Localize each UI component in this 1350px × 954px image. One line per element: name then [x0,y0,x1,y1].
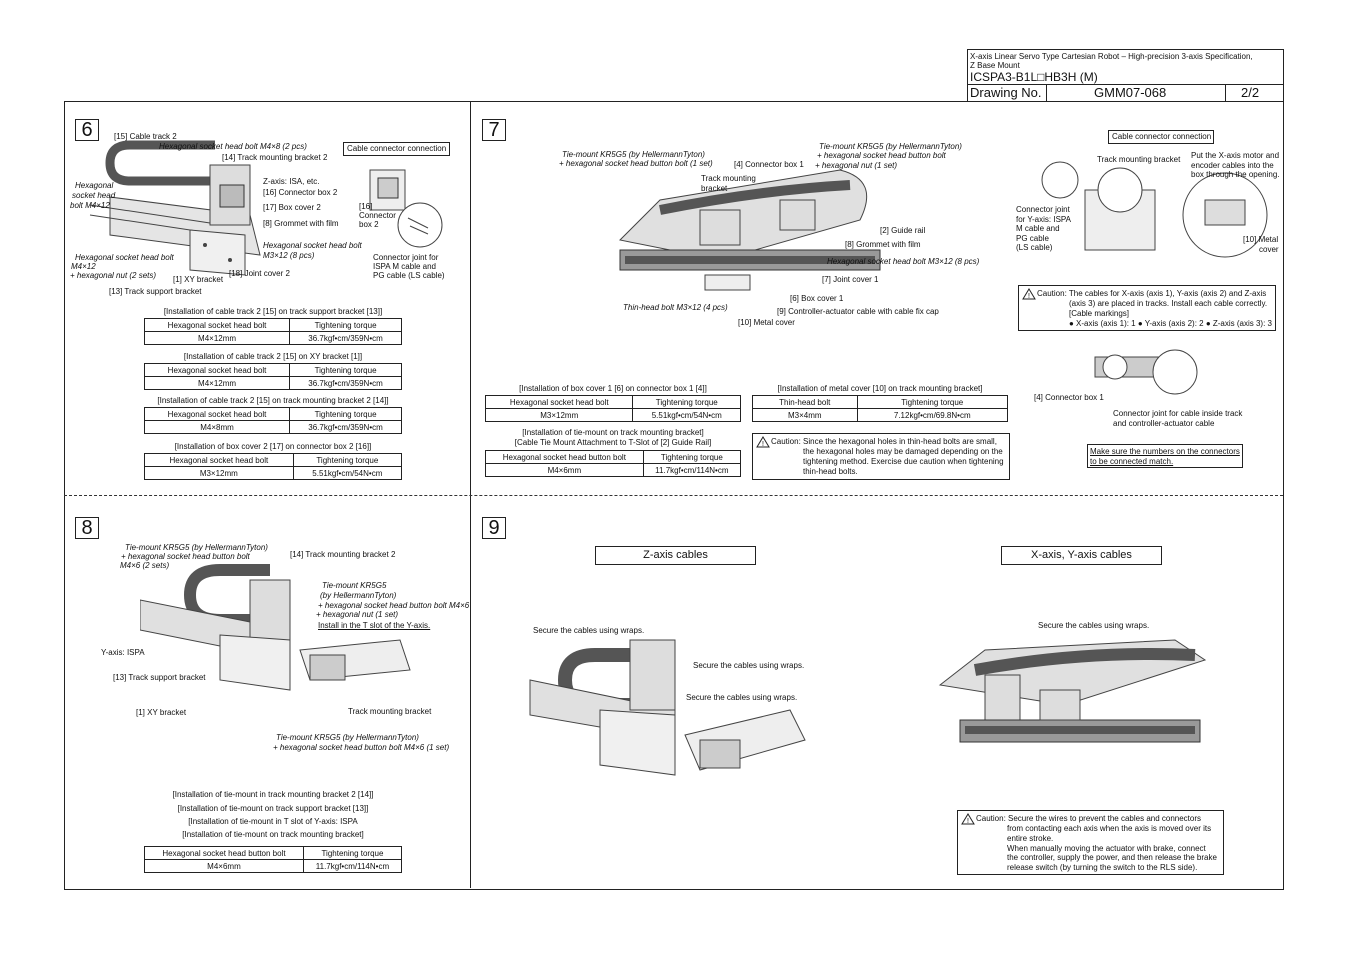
p7-label-thin-bolt: Thin-head bolt M3×12 (4 pcs) [623,303,728,312]
cell: M4×6mm [145,860,304,873]
page-number: 2/2 [1241,85,1260,100]
p7-caution2-d: thin-head bolts. [803,467,858,476]
cell: M3×4mm [753,409,858,422]
p7-caution-d: ● X-axis (axis 1): 1 ● Y-axis (axis 2): 2 ● Z-axis (axis 3): 3 [1069,319,1272,328]
p8-label-tslot: Install in the T slot of the Y-axis. [318,621,431,630]
drawing-number: GMM07-068 [1094,85,1167,100]
p6-label-bolt-m4x8: Hexagonal socket head bolt M4×8 (2 pcs) [159,142,307,151]
warning-icon [961,813,975,825]
p8-label-tie3-a: Tie-mount KR5G5 (by HellermannTyton) [276,733,419,742]
p7-cable-connector-title-text: Cable connector connection [1112,132,1212,141]
p7-label-guide-rail: [2] Guide rail [880,226,926,235]
svg-text:!: ! [967,818,969,825]
p7-caution2-c: tightening method. Exercise due caution when tightening [803,457,1004,466]
p7-label-put-b: encoder cables into the [1191,161,1274,170]
p7-caution2-a: Caution: Since the hexagonal holes in thin-head bolts are small, [771,437,997,446]
p7-label-tie-left-a: Tie-mount KR5G5 (by HellermannTyton) [562,150,705,159]
p7-label-tie-left-b: + hexagonal socket head button bolt (1 set) [559,159,713,168]
p6-table2-caption: [Installation of cable track 2 [15] on XY bracket [1]] [183,352,363,361]
p6-label-xy-bracket: [1] XY bracket [173,275,224,284]
p9-secure-3: Secure the cables using wraps. [686,693,798,702]
warning-icon [756,436,770,448]
p9-caution-c: entire stroke. [1007,834,1054,843]
cell: Tightening torque [290,364,402,377]
p9-secure-2: Secure the cables using wraps. [693,661,805,670]
p6-label-hexbolt-m3: Hexagonal socket head bolt [263,241,362,250]
p8-label-tie2-d: + hexagonal nut (1 set) [316,610,399,619]
p6-label-hex-b: socket head [72,191,116,200]
p6-table1 [144,318,402,345]
p8-label-tie2-b: (by HellermannTyton) [320,591,397,600]
p7-caution-b: (axis 3) are placed in tracks. Install each cable correctly. [1069,299,1268,308]
p6-label-16c: box 2 [359,220,379,229]
cell: M4×8mm [145,421,290,434]
cell: Hexagonal socket head bolt [145,454,294,467]
p9-caution-e: the controller, supply the power, and then release the brake [1007,853,1217,862]
p7-table3-caption-a: [Installation of tie-mount on track mounting bracket] [522,428,704,437]
p6-label-joint-c: PG cable (LS cable) [373,271,445,280]
cell: Hexagonal socket head bolt [145,408,290,421]
p6-label-16a: [16] [359,202,373,211]
p9-caution-f: release switch (by turning the switch to the RLS side). [1007,863,1198,872]
p7-label-metal-a: [10] Metal [1243,235,1279,244]
p8-label-tie-b: + hexagonal socket head button bolt [121,552,250,561]
p7-note-box [1087,444,1243,468]
cell: Tightening torque [290,408,402,421]
p6-label-zaxis: Z-axis: ISA, etc. [263,177,320,186]
step-number-9: 9 [482,517,506,539]
p9-caution-b: from contacting each axis when the axis is moved over its [1007,824,1212,833]
p8-label-tie-a: Tie-mount KR5G5 (by HellermannTyton) [125,543,268,552]
p7-caution2-b: the hexagonal holes may be damaged depending on the [803,447,1003,456]
p7-label-cj2-a: Connector joint for cable inside track [1113,409,1243,418]
cell: Hexagonal socket head button bolt [145,847,304,860]
xy-axis-cables-title: X-axis, Y-axis cables [1001,546,1162,565]
p9-secure-1: Secure the cables using wraps. [533,626,645,635]
p6-label-hexnut: + hexagonal nut (2 sets) [70,271,157,280]
p7-label-tie-right-a: Tie-mount KR5G5 (by HellermannTyton) [819,142,962,151]
cell: 5.51kgf•cm/54N•cm [633,409,741,422]
horizontal-divider [64,495,1283,496]
svg-text:!: ! [762,441,764,448]
p7-connector-joint-drawing [1090,342,1200,402]
p7-label-cj2-b: and controller-actuator cable [1113,419,1215,428]
cell: 36.7kgf•cm/359N•cm [290,421,402,434]
cell: M4×6mm [486,464,644,477]
p7-note-a: Make sure the numbers on the connectors [1090,447,1240,456]
drawing-no-label: Drawing No. [970,85,1042,100]
p6-label-joint-b: ISPA M cable and [373,262,436,271]
p9-caution-a: Caution: Secure the wires to prevent the cables and connectors [976,814,1202,823]
title-block [967,49,1284,102]
p8-caption-2: [Installation of tie-mount on track support bracket [13]] [177,804,369,813]
p7-label-tie-right-c: + hexagonal nut (1 set) [815,161,898,170]
p7-table2 [752,395,1008,422]
step-number-6: 6 [75,119,99,141]
p7-label-metal-cover: [10] Metal cover [738,318,795,327]
cell: Hexagonal socket head button bolt [486,451,644,464]
xy-axis-cables-drawing [935,630,1225,770]
p7-label-box-cover: [6] Box cover 1 [790,294,844,303]
p7-caution-a: Caution: The cables for X-axis (axis 1), Y-axis (axis 2) and Z-axis [1037,289,1267,298]
step-number-7: 7 [482,119,506,141]
p7-label-put-c: box through the opening. [1191,170,1280,179]
p7-label-put-a: Put the X-axis motor and [1191,151,1280,160]
p7-label-tmb: Track mounting bracket [1097,155,1181,164]
p7-label-tie-right-b: + hexagonal socket head button bolt [817,151,946,160]
p7-label-cj-a: Connector joint [1016,205,1070,214]
cell: Thin-head bolt [753,396,858,409]
p7-label-track-mount-a: Track mounting [701,174,756,183]
title-sep-2 [1225,84,1226,101]
z-axis-cables-title: Z-axis cables [595,546,756,565]
title-line-1: X-axis Linear Servo Type Cartesian Robot – High-precision 3-axis Specification, [970,52,1253,61]
p8-label-xy: [1] XY bracket [136,708,187,717]
p6-label-hexbolt-left: Hexagonal socket head bolt [75,253,174,262]
p7-table1 [485,395,741,422]
p6-label-m4x12: M4×12 [71,262,96,271]
p7-label-cj-e: (LS cable) [1016,243,1053,252]
p8-label-tmb: Track mounting bracket [348,707,432,716]
p7-label-ctrl-cable: [9] Controller-actuator cable with cable fix cap [777,307,939,316]
p7-label-grommet: [8] Grommet with film [845,240,921,249]
p6-table3-caption: [Installation of cable track 2 [15] on track mounting bracket 2 [14]] [157,396,389,405]
p7-caution-box [1018,285,1276,331]
p9-caution-d: When manually moving the actuator with brake, connect [1007,844,1206,853]
p6-label-cable-track: [15] Cable track 2 [114,132,177,141]
cell: M4×12mm [145,377,290,390]
cell: M4×12mm [145,332,290,345]
cell: M3×12mm [145,467,294,480]
cell: 36.7kgf•cm/359N•cm [290,377,402,390]
p7-caution-c: [Cable markings] [1069,309,1130,318]
p6-table3 [144,407,402,434]
cell: Tightening torque [290,319,402,332]
p8-label-yaxis: Y-axis: ISPA [101,648,145,657]
p7-label-joint-cover: [7] Joint cover 1 [822,275,879,284]
p6-connector-detail-drawing [360,160,450,250]
p8-label-tie2-c: + hexagonal socket head button bolt M4×6 [318,601,470,610]
p8-label-tie3-b: + hexagonal socket head button bolt M4×6 (1 set) [273,743,450,752]
p6-label-grommet: [8] Grommet with film [263,219,339,228]
p8-label-tie-c: M4×6 (2 sets) [120,561,170,570]
p9-caution-box [957,810,1224,875]
p7-table3 [485,450,741,477]
cell: Hexagonal socket head bolt [145,319,290,332]
p7-label-hexbolt: Hexagonal socket head bolt M3×12 (8 pcs) [827,257,980,266]
cell: Tightening torque [293,454,401,467]
cell: Tightening torque [857,396,1008,409]
cell: 11.7kgf•cm/114N•cm [643,464,740,477]
title-line-2: Z Base Mount [970,61,1020,70]
p6-label-connector-box2: [16] Connector box 2 [263,188,338,197]
p9-secure-4: Secure the cables using wraps. [1038,621,1150,630]
step-number-8: 8 [75,517,99,539]
p6-label-joint-cover: [18] Joint cover 2 [229,269,290,278]
model-number: ICSPA3-B1L□HB3H (M) [970,70,1098,84]
p8-caption-3: [Installation of tie-mount in T slot of Y-axis: ISPA [188,817,358,826]
p6-label-hexbolt-m3b: M3×12 (8 pcs) [263,251,315,260]
p6-label-joint-a: Connector joint for [373,253,439,262]
p6-label-hex-c: bolt M4×12 [70,201,110,210]
p6-table4 [144,453,402,480]
p7-label-conn-box1b: [4] Connector box 1 [1034,393,1104,402]
p7-note-b: to be connected match. [1090,457,1174,466]
cell: Hexagonal socket head bolt [486,396,633,409]
cell: Tightening torque [643,451,740,464]
cell: Tightening torque [633,396,741,409]
cell: 36.7kgf•cm/359N•cm [290,332,402,345]
cell: 11.7kgf•cm/114N•cm [303,860,401,873]
p8-label-track-support: [13] Track support bracket [113,673,206,682]
cell: 5.51kgf•cm/54N•cm [293,467,401,480]
p7-cable-connector-title [1108,130,1214,144]
cell: Hexagonal socket head bolt [145,364,290,377]
cell: M3×12mm [486,409,633,422]
p6-label-16b: Connector [359,211,396,220]
p7-table2-caption: [Installation of metal cover [10] on track mounting bracket] [777,384,983,393]
cell: 7.12kgf•cm/69.8N•cm [857,409,1008,422]
p7-table1-caption: [Installation of box cover 1 [6] on connector box 1 [4]] [519,384,707,393]
warning-icon [1022,288,1036,300]
p7-label-metal-b: cover [1259,245,1279,254]
p7-table3-caption-b: [Cable Tie Mount Attachment to T-Slot of [2] Guide Rail] [514,438,712,447]
p7-label-cj-b: for Y-axis: ISPA [1016,215,1071,224]
p7-label-track-mount-b: bracket [701,184,728,193]
p6-label-box-cover2: [17] Box cover 2 [263,203,321,212]
p7-label-cj-c: M cable and [1016,224,1060,233]
p6-label-hex-a: Hexagonal [75,181,114,190]
p8-table [144,846,402,873]
p6-table2 [144,363,402,390]
p8-label-track-bracket2: [14] Track mounting bracket 2 [290,550,396,559]
p6-table4-caption: [Installation of box cover 2 [17] on connector box 2 [16]] [174,442,372,451]
p8-label-tie2-a: Tie-mount KR5G5 [322,581,387,590]
p7-label-cj-d: PG cable [1016,234,1049,243]
p6-cable-connector-title [343,142,450,156]
p7-label-conn-box1: [4] Connector box 1 [734,160,804,169]
cell: Tightening torque [303,847,401,860]
p6-cable-connector-title-text: Cable connector connection [347,144,447,153]
z-axis-cables-drawing [525,630,825,790]
p6-label-track-support: [13] Track support bracket [109,287,202,296]
p7-caution2-box [752,433,1010,480]
p8-caption-4: [Installation of tie-mount on track mounting bracket] [182,830,364,839]
p6-table1-caption: [Installation of cable track 2 [15] on track support bracket [13]] [163,307,383,316]
svg-text:!: ! [1028,293,1030,300]
title-sep-1 [1046,84,1047,101]
p6-label-track-bracket: [14] Track mounting bracket 2 [222,153,328,162]
p8-caption-1: [Installation of tie-mount in track mounting bracket 2 [14]] [172,790,374,799]
